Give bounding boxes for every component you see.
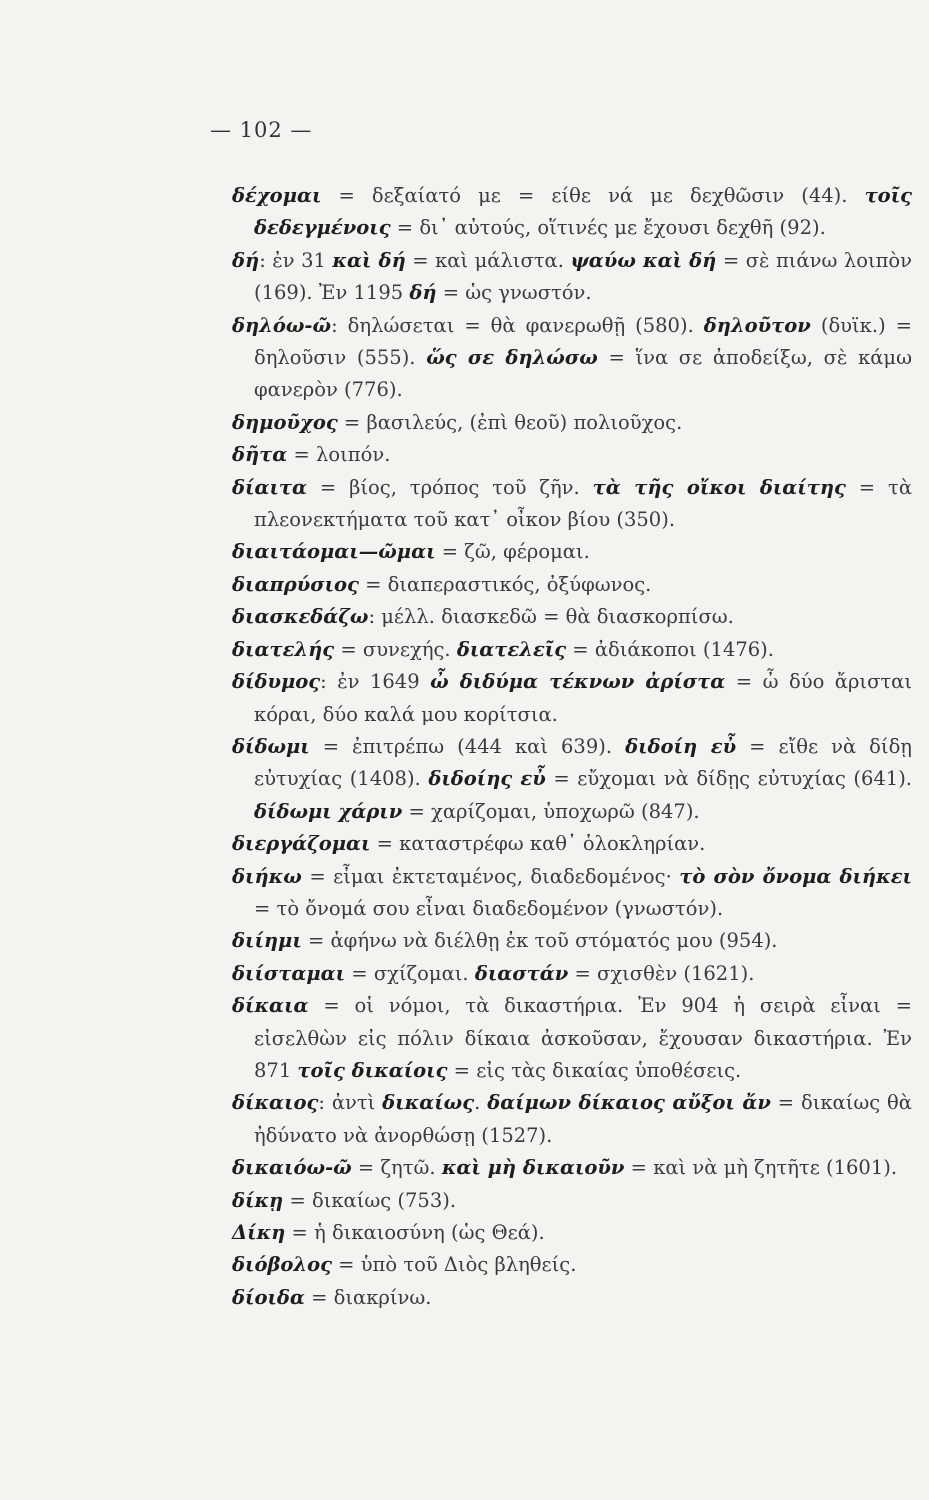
entry-text: = ὑπὸ τοῦ Διὸς βληθείς. xyxy=(331,1253,577,1277)
dictionary-entry xyxy=(232,958,912,990)
entry-phrase: δίδωμι χάριν xyxy=(254,799,403,823)
entry-text: = βίος, τρόπος τοῦ ζῆν. xyxy=(307,475,593,499)
entry-text: = καὶ νὰ μὴ ζητῆτε (1601). xyxy=(624,1156,898,1180)
dictionary-entry xyxy=(232,536,912,568)
entry-text: : ἐν 1649 xyxy=(320,670,431,694)
entry-text: = σχίζομαι. xyxy=(345,961,475,985)
entry-headword: δίκαια xyxy=(232,994,309,1018)
entry-headword: δή xyxy=(232,248,260,272)
entry-text: = τὰ πλεονεκτήματα τοῦ κατ᾽ οἶκον βίου (350). xyxy=(254,475,912,532)
dictionary-entry xyxy=(232,1282,912,1314)
entry-text: = ζητῶ. xyxy=(351,1156,442,1180)
entry-text: : ἀντὶ xyxy=(318,1091,383,1115)
dictionary-entry xyxy=(232,310,912,407)
dictionary-entry xyxy=(232,731,912,828)
dictionary-entry xyxy=(232,828,912,860)
entry-text: = καταστρέφω καθ᾽ ὁλοκληρίαν. xyxy=(370,832,706,856)
entry-text: = καὶ μάλιστα. xyxy=(405,248,571,272)
entry-phrase: τὰ τῆς οἴκοι διαίτης xyxy=(592,475,846,499)
entry-phrase: καὶ δή xyxy=(332,248,406,272)
entry-text: = τὸ ὄνομά σου εἶναι διαδεδομένον (γνωστόν). xyxy=(254,896,724,920)
entry-text: = δικαίως θὰ ἠδύνατο νὰ ἀνορθώσῃ (1527). xyxy=(254,1091,912,1147)
dictionary-entries xyxy=(232,180,912,1314)
dictionary-entry xyxy=(232,601,912,633)
dictionary-entry xyxy=(232,472,912,537)
entry-phrase: διαστάν xyxy=(474,961,569,985)
entry-headword: διίημι xyxy=(232,929,302,953)
entry-phrase: δαίμων δίκαιος αὔξοι ἄν xyxy=(487,1091,771,1115)
entry-text: = ἀφήνω νὰ διέλθῃ ἐκ τοῦ στόματός μου (954). xyxy=(301,929,778,953)
entry-text: . xyxy=(474,1091,488,1115)
entry-phrase: διδοίη εὖ xyxy=(625,734,737,758)
entry-phrase: τὸ σὸν ὄνομα διήκει xyxy=(679,864,912,888)
dictionary-entry xyxy=(232,861,912,926)
dictionary-entry xyxy=(232,990,912,1087)
entry-headword: δίκῃ xyxy=(232,1188,284,1212)
entry-headword: δέχομαι xyxy=(232,184,322,207)
dictionary-entry xyxy=(232,569,912,601)
entry-headword: δηλόω-ῶ xyxy=(232,313,332,337)
dictionary-entry xyxy=(232,1087,912,1152)
entry-headword: δίδυμος xyxy=(232,670,321,694)
dictionary-entry xyxy=(232,1249,912,1281)
entry-headword: διασκεδάζω xyxy=(232,605,369,629)
entry-text: = δικαίως (753). xyxy=(283,1188,457,1212)
entry-phrase: διατελεῖς xyxy=(456,637,567,661)
entry-text: = εἴθε νὰ δίδῃ εὐτυχίας (1408). xyxy=(254,734,912,791)
entry-headword: διήκω xyxy=(232,864,302,888)
entry-text: = δι᾽ αὐτούς, οἵτινές με ἔχουσι δεχθῆ (92). xyxy=(390,216,826,240)
entry-phrase: δηλοῦτον xyxy=(703,313,811,337)
entry-text: = ἡ δικαιοσύνη (ὡς Θεά). xyxy=(285,1221,545,1244)
entry-headword: δίδωμι xyxy=(232,734,310,758)
entry-text: = διαπεραστικός, ὀξύφωνος. xyxy=(358,572,652,596)
entry-headword: διόβολος xyxy=(232,1253,332,1277)
entry-text: = συνεχής. xyxy=(334,637,457,661)
entry-headword: δικαιόω-ῶ xyxy=(232,1156,352,1180)
entry-phrase: τοῖς δικαίοις xyxy=(297,1058,448,1082)
entry-text: = εὔχομαι νὰ δίδῃς εὐτυχίας (641). xyxy=(545,767,912,791)
entry-text: = βασιλεύς, (ἐπὶ θεοῦ) πολιοῦχος. xyxy=(337,410,683,434)
entry-phrase: διδοίης εὖ xyxy=(428,767,546,791)
dictionary-entry xyxy=(232,925,912,957)
entry-text: = σὲ πιάνω λοιπὸν (169). Ἐν 1195 xyxy=(254,248,913,305)
entry-headword: διεργάζομαι xyxy=(232,832,371,856)
entry-text: = εἰς τὰς δικαίας ὑποθέσεις. xyxy=(447,1058,742,1082)
dictionary-entry xyxy=(232,1185,912,1217)
dictionary-entry xyxy=(232,245,912,310)
entry-headword: Δίκη xyxy=(232,1221,286,1244)
entry-headword: διαιτάομαι—ῶμαι xyxy=(232,540,436,564)
entry-text: : μέλλ. διασκεδῶ = θὰ διασκορπίσω. xyxy=(368,605,734,629)
entry-text: = ὦ δύο ἄρισται κόραι, δύο καλά μου κορίτσια. xyxy=(254,670,912,726)
entry-text: = λοιπόν. xyxy=(287,443,391,467)
entry-text: = οἱ νόμοι, τὰ δικαστήρια. Ἐν 904 ἡ σειρὰ εἶναι = εἰσελθὼν εἰς πόλιν δίκαια ἀσκοῦσαν, ἔχουσαν δικαστήρια. Ἐν 871 xyxy=(254,994,912,1082)
entry-text: = δεξαίατό με = είθε νά με δεχθῶσιν (44). xyxy=(321,184,865,207)
entry-text: = σχισθὲν (1621). xyxy=(568,961,755,985)
dictionary-entry xyxy=(232,439,912,471)
entry-text: = εἶμαι ἐκτεταμένος, διαδεδομένος· xyxy=(301,864,680,888)
entry-text: = ὡς γνωστόν. xyxy=(436,281,592,305)
page-number: — 102 — xyxy=(210,118,313,142)
entry-text: = ἵνα σε ἀποδείξω, σὲ κάμω φανερὸν (776). xyxy=(254,346,913,402)
entry-text: : δηλώσεται = θὰ φανερωθῇ (580). xyxy=(331,313,704,337)
entry-headword: δίαιτα xyxy=(232,475,308,499)
entry-phrase: καὶ μὴ δικαιοῦν xyxy=(441,1156,625,1180)
entry-headword: διίσταμαι xyxy=(232,961,346,985)
entry-headword: διαπρύσιος xyxy=(232,572,359,596)
entry-phrase: ὥς σε δηλώσω xyxy=(426,346,598,370)
dictionary-entry xyxy=(232,1217,912,1249)
entry-text: = ἀδιάκοποι (1476). xyxy=(566,637,774,661)
entry-phrase: τοῖς δεδεγμένοις xyxy=(254,184,912,240)
entry-text: = ζῶ, φέρομαι. xyxy=(435,540,590,564)
entry-headword: δῆτα xyxy=(232,443,288,467)
dictionary-entry xyxy=(232,1152,912,1184)
entry-text: : ἐν 31 xyxy=(259,248,333,272)
entry-text: = χαρίζομαι, ὑποχωρῶ (847). xyxy=(402,799,700,823)
entry-phrase: ὦ διδύμα τέκνων ἀρίστα xyxy=(430,670,726,694)
dictionary-entry xyxy=(232,180,912,245)
entry-text: = ἐπιτρέπω (444 καὶ 639). xyxy=(309,734,626,758)
entry-headword: δίοιδα xyxy=(232,1285,305,1309)
dictionary-entry xyxy=(232,666,912,731)
entry-text: (δυϊκ.) = δηλοῦσιν (555). xyxy=(254,313,913,370)
entry-phrase: δικαίως xyxy=(382,1091,475,1115)
entry-phrase: ψαύω καὶ δή xyxy=(570,248,717,272)
entry-headword: διατελής xyxy=(232,637,335,661)
dictionary-entry xyxy=(232,407,912,439)
entry-headword: δίκαιος xyxy=(232,1091,319,1115)
entry-text: = διακρίνω. xyxy=(304,1285,432,1309)
dictionary-entry xyxy=(232,634,912,666)
entry-headword: δημοῦχος xyxy=(232,410,338,434)
entry-phrase: δή xyxy=(409,281,437,305)
